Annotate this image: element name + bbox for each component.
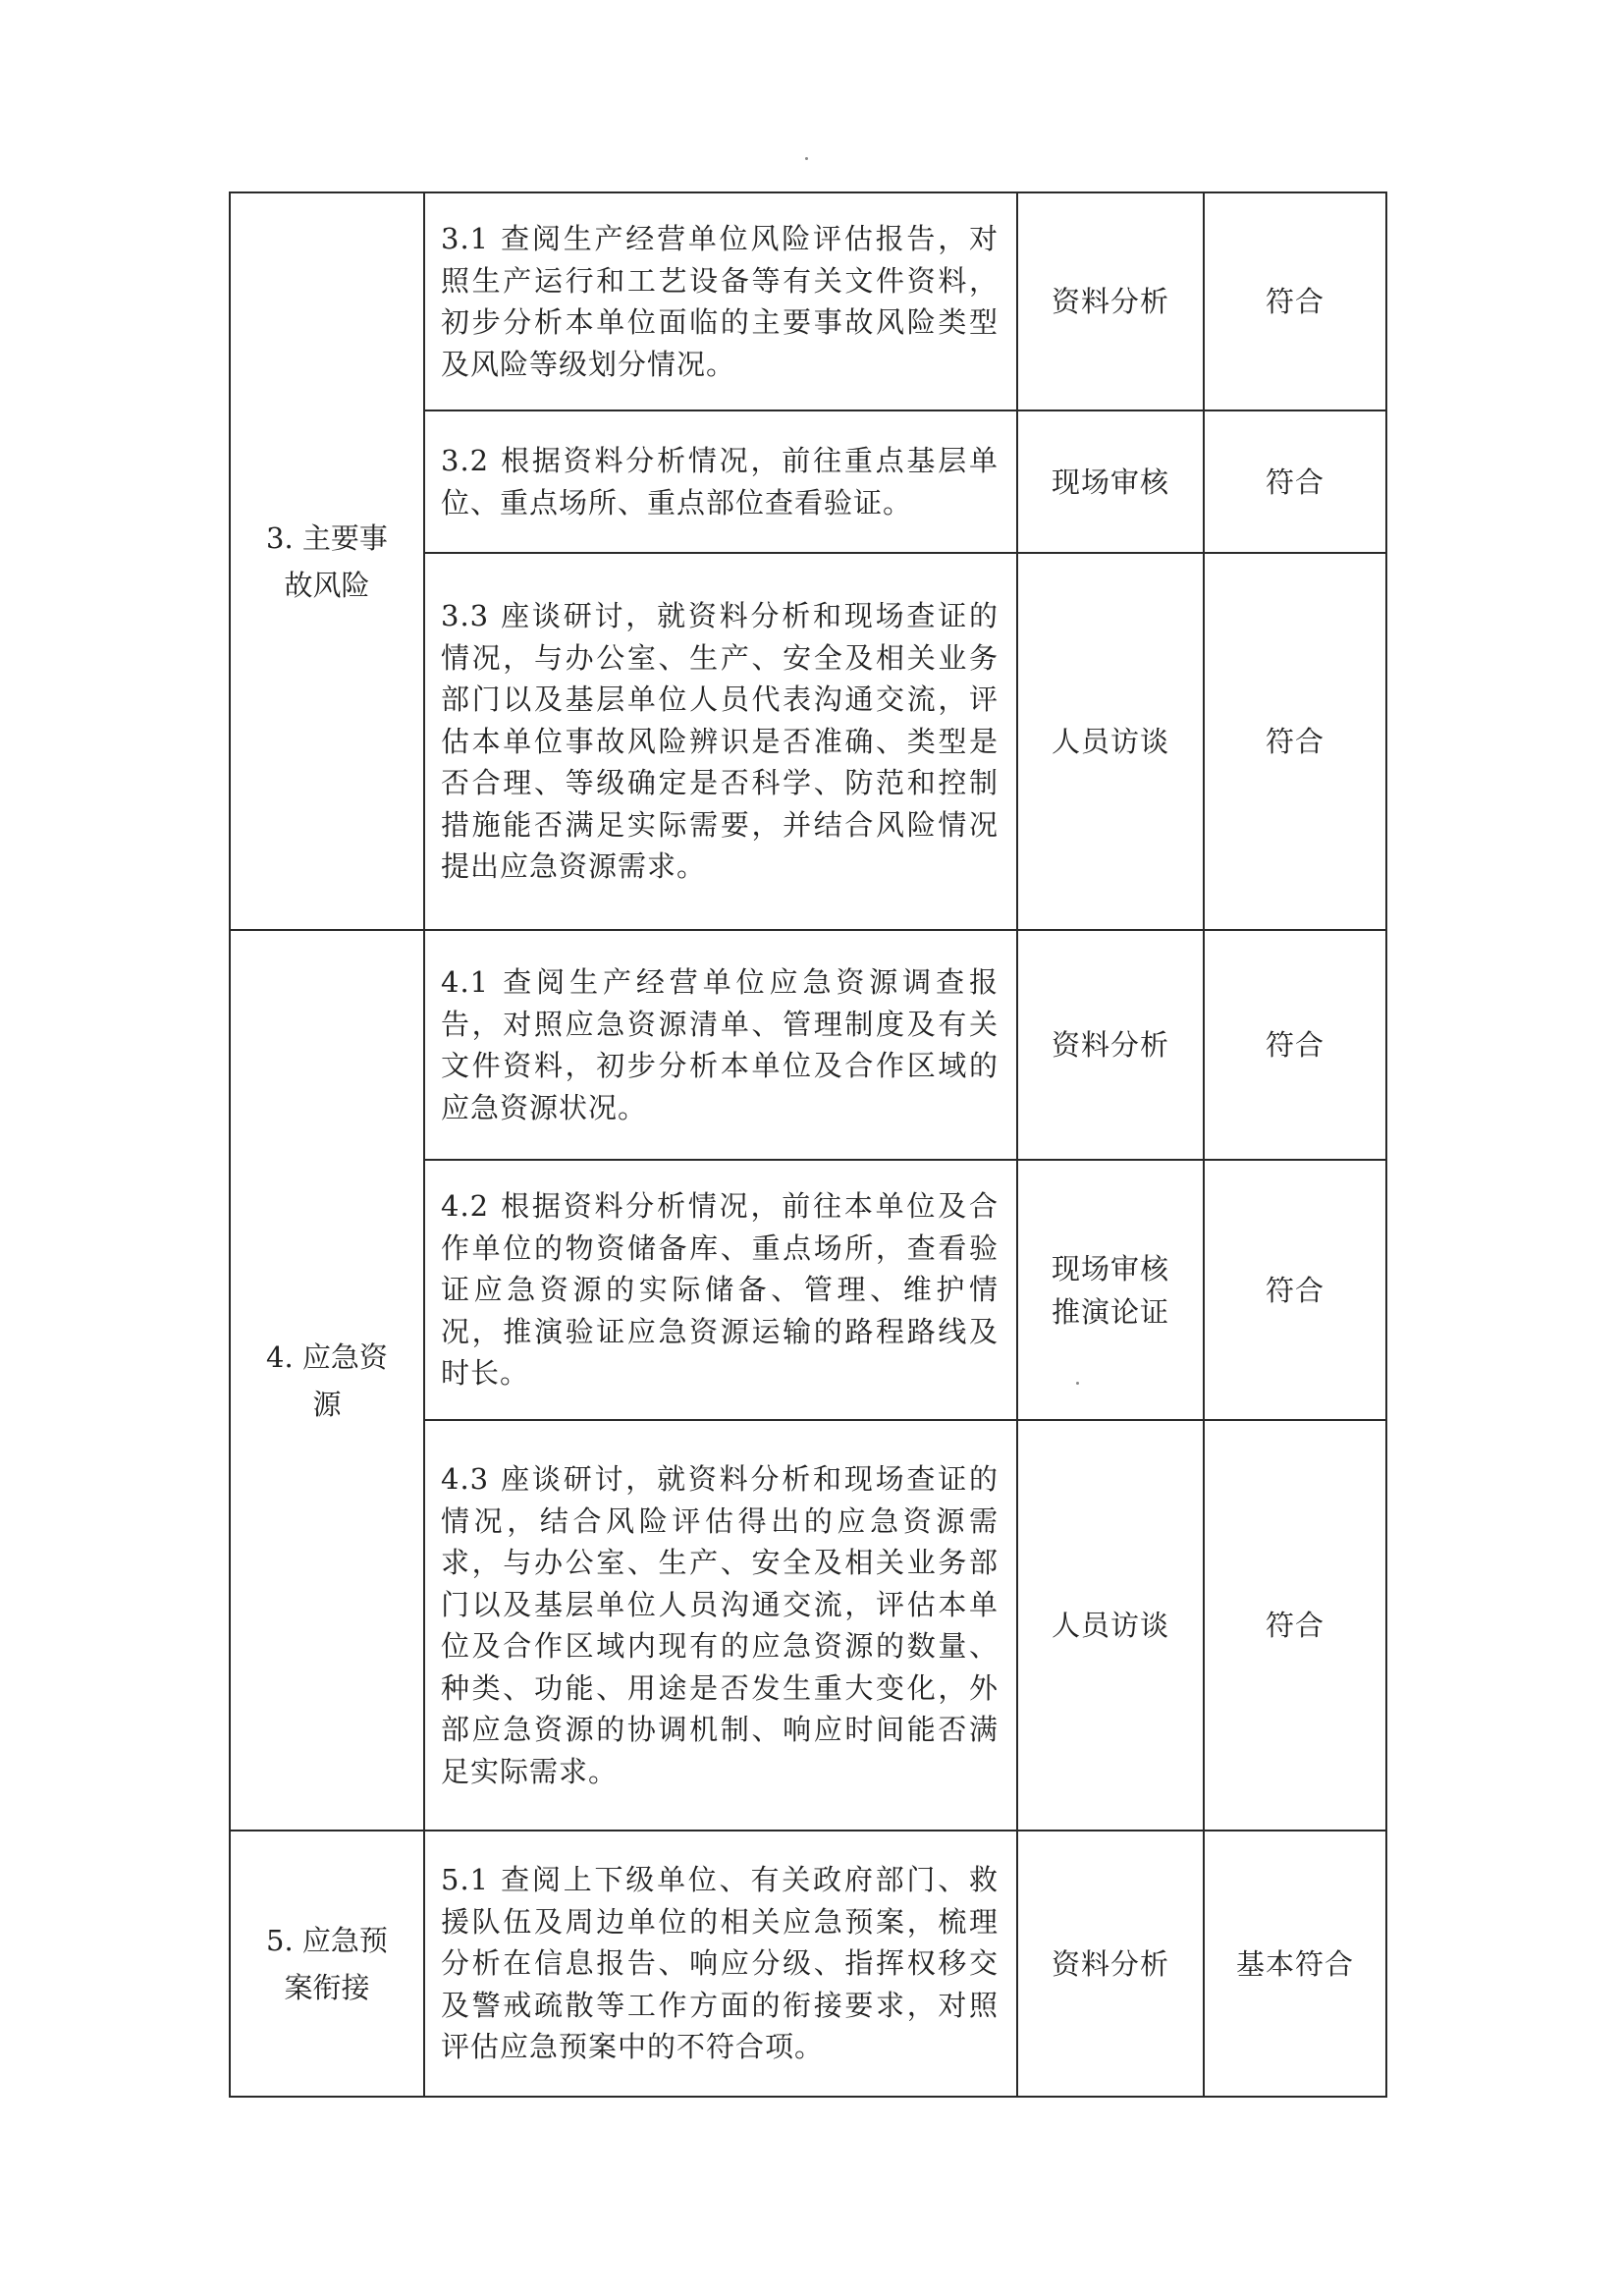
result-cell: 基本符合 [1204, 1831, 1386, 2097]
method-cell: 现场审核 推演论证 [1017, 1160, 1204, 1420]
result-cell: 符合 [1204, 1420, 1386, 1831]
method-cell: 现场审核 [1017, 410, 1204, 553]
content-cell: 4.3 座谈研讨，就资料分析和现场查证的情况，结合风险评估得出的应急资源需求，与办公室、生产、安全及相关业务部门以及基层单位人员沟通交流，评估本单位及合作区域内现有的应急资源的数量、种类、功能、用途是否发生重大变化，外部应急资源的协调机制、响应时间能否满足实际需求。 [424, 1420, 1017, 1831]
method-cell: 资料分析 [1017, 930, 1204, 1160]
result-cell: 符合 [1204, 192, 1386, 410]
scan-speck [805, 157, 808, 160]
item-cell: 3. 主要事故风险 [230, 192, 424, 930]
evaluation-table [229, 191, 1387, 2098]
method-cell: 人员访谈 [1017, 1420, 1204, 1831]
table-row [230, 930, 1386, 1160]
item-cell: 4. 应急资源 [230, 930, 424, 1831]
content-cell: 3.3 座谈研讨，就资料分析和现场查证的情况，与办公室、生产、安全及相关业务部门以及基层单位人员代表沟通交流，评估本单位事故风险辨识是否准确、类型是否合理、等级确定是否科学、防范和控制措施能否满足实际需要，并结合风险情况提出应急资源需求。 [424, 553, 1017, 930]
content-cell: 4.2 根据资料分析情况，前往本单位及合作单位的物资储备库、重点场所，查看验证应急资源的实际储备、管理、维护情况，推演验证应急资源运输的路程路线及时长。 [424, 1160, 1017, 1420]
result-cell: 符合 [1204, 553, 1386, 930]
method-cell: 人员访谈 [1017, 553, 1204, 930]
item-cell: 5. 应急预案衔接 [230, 1831, 424, 2097]
result-cell: 符合 [1204, 930, 1386, 1160]
method-cell: 资料分析 [1017, 192, 1204, 410]
result-cell: 符合 [1204, 1160, 1386, 1420]
result-cell: 符合 [1204, 410, 1386, 553]
content-cell: 4.1 查阅生产经营单位应急资源调查报告，对照应急资源清单、管理制度及有关文件资料，初步分析本单位及合作区域的应急资源状况。 [424, 930, 1017, 1160]
content-cell: 3.2 根据资料分析情况，前往重点基层单位、重点场所、重点部位查看验证。 [424, 410, 1017, 553]
method-cell: 资料分析 [1017, 1831, 1204, 2097]
table-row [230, 1831, 1386, 2097]
content-cell: 5.1 查阅上下级单位、有关政府部门、救援队伍及周边单位的相关应急预案，梳理分析在信息报告、响应分级、指挥权移交及警戒疏散等工作方面的衔接要求，对照评估应急预案中的不符合项。 [424, 1831, 1017, 2097]
table-row [230, 192, 1386, 410]
content-cell: 3.1 查阅生产经营单位风险评估报告，对照生产运行和工艺设备等有关文件资料，初步分析本单位面临的主要事故风险类型及风险等级划分情况。 [424, 192, 1017, 410]
